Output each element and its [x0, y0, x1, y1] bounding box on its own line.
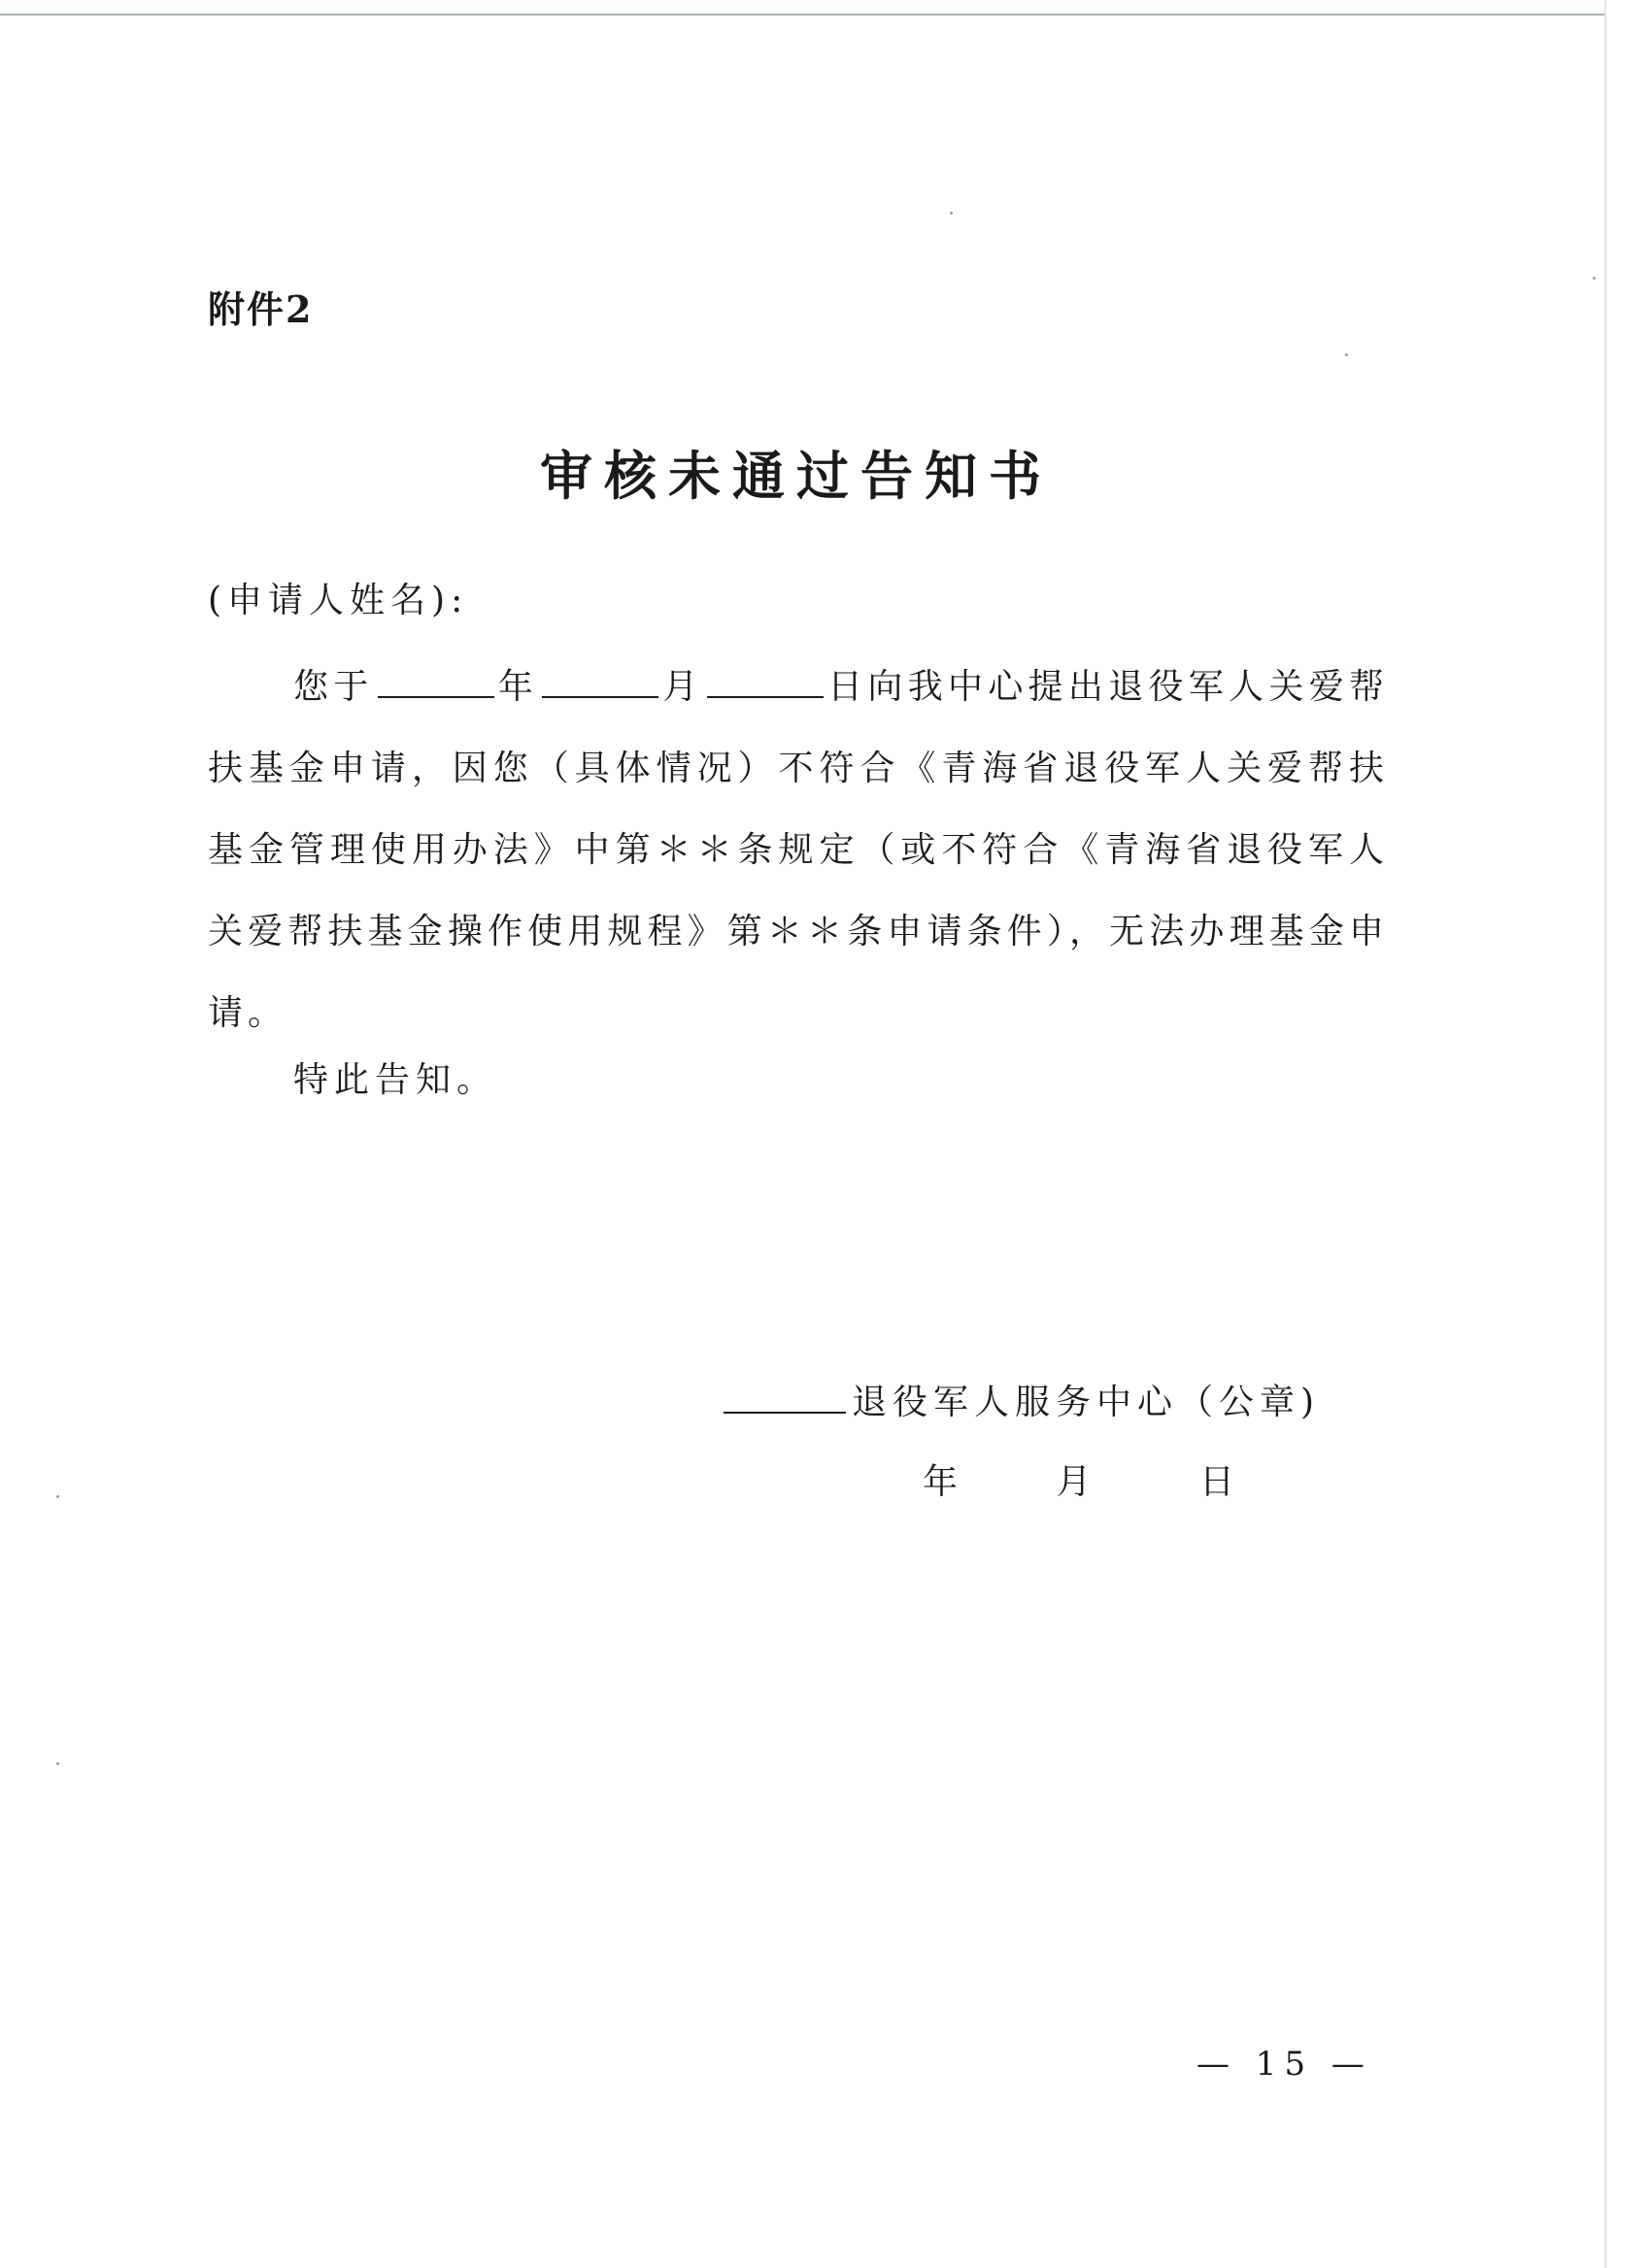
- signature-text: 退役军人服务中心（公章): [852, 1383, 1321, 1422]
- lead-text: 您于: [293, 667, 374, 707]
- signature-line: [724, 1375, 1320, 1424]
- document-title: 审核未通过告知书: [540, 445, 1053, 507]
- annex-label: 附件2: [208, 287, 314, 331]
- month-label: 月: [662, 667, 703, 707]
- day-blank: [707, 667, 824, 698]
- body-text: [208, 647, 1389, 1054]
- paragraph-main: [208, 647, 1389, 1054]
- date-month-label: 月: [1056, 1462, 1092, 1502]
- closing-text: 特此告知。: [293, 1060, 498, 1100]
- year-blank: [378, 667, 494, 698]
- scan-speck: [1345, 353, 1348, 356]
- scan-top-edge: [0, 14, 1604, 16]
- scan-speck: [56, 1495, 59, 1498]
- paragraph-rest: 日向我中心提出退役军人关爱帮扶基金申请，因您（具体情况）不符合《青海省退役军人关爱帮扶基金管理使用办法》中第＊＊条规定（或不符合《青海省退役军人关爱帮扶基金操作使用规程》第＊＊条申请条件），无法办理基金申请。: [208, 667, 1389, 1033]
- salutation: (申请人姓名):: [208, 581, 469, 620]
- scan-speck: [950, 212, 953, 215]
- date-day-label: 日: [1198, 1462, 1234, 1502]
- scan-speck: [1593, 277, 1596, 280]
- year-label: 年: [497, 667, 539, 707]
- scan-right-edge: [1604, 0, 1606, 2268]
- page-number: — 15 —: [1196, 2045, 1372, 2084]
- date-line: [923, 1454, 1234, 1504]
- scan-speck: [56, 1762, 59, 1765]
- month-blank: [542, 667, 658, 698]
- org-name-blank: [724, 1383, 846, 1414]
- date-year-label: 年: [923, 1462, 959, 1502]
